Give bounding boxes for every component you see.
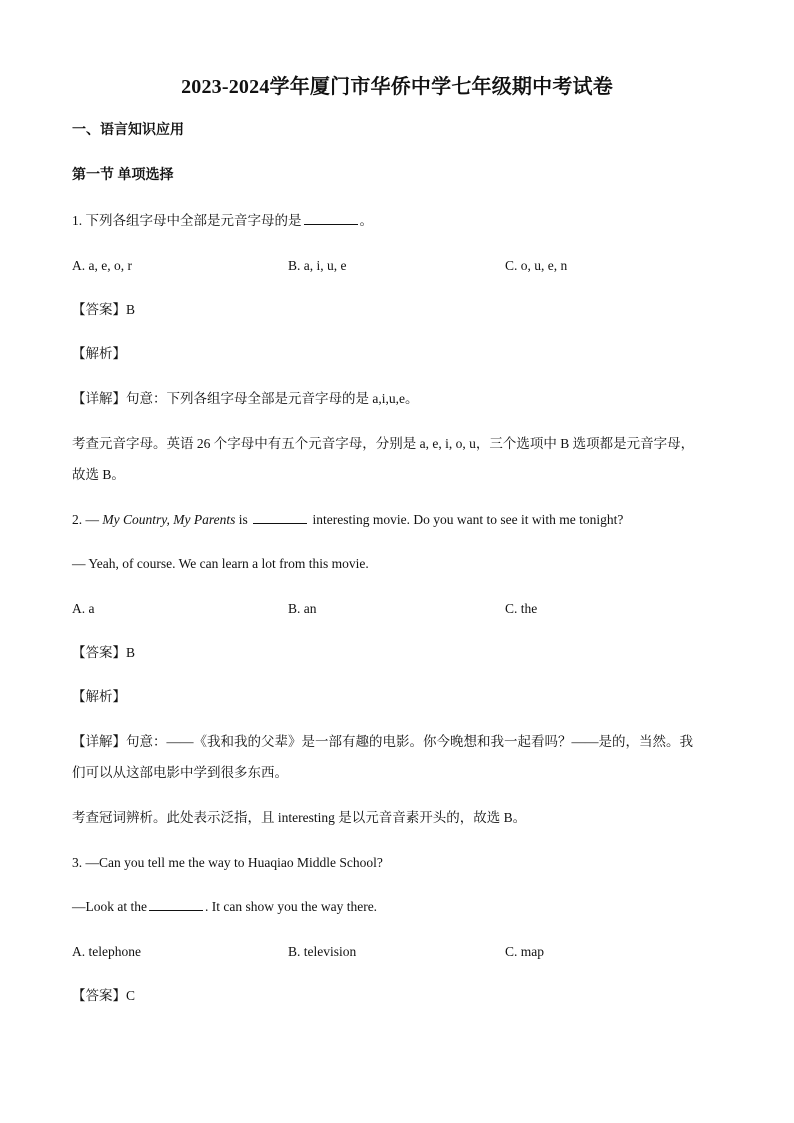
question-1-detail: 【详解】句意：下列各组字母全部是元音字母的是 a,i,u,e。: [72, 391, 419, 406]
movie-title: My Country, My Parents: [102, 512, 236, 527]
answer-blank: [149, 898, 203, 911]
question-2-analysis: 【解析】: [72, 689, 126, 704]
question-2-detail-line-2: 们可以从这部电影中学到很多东西。: [72, 765, 288, 780]
question-3-reply: [72, 898, 377, 916]
question-3-option-c: C. map: [505, 944, 544, 959]
question-1-option-a: A. a, e, o, r: [72, 258, 132, 273]
question-3-option-b: B. television: [288, 944, 357, 959]
question-2-option-a: A. a: [72, 601, 95, 616]
question-3-stem: 3. —Can you tell me the way to Huaqiao Middle School?: [72, 855, 383, 870]
question-1-explanation-line-2: 故选 B。: [72, 467, 125, 482]
question-2-verb: is: [235, 512, 248, 527]
page-title: 2023-2024学年厦门市华侨中学七年级期中考试卷: [181, 76, 613, 98]
question-2-answer: 【答案】B: [72, 645, 136, 660]
subsection-heading: 第一节 单项选择: [72, 168, 174, 183]
question-3-reply-end: . It can show you the way there.: [204, 899, 378, 914]
question-3-option-a: A. telephone: [72, 944, 141, 959]
question-1-explanation-line-1: 考查元音字母。英语 26 个字母中有五个元音字母，分别是 a, e, i, o, u，三个选项中 B 选项都是元音字母，: [72, 436, 695, 451]
question-1-option-c: C. o, u, e, n: [505, 258, 568, 273]
question-3-answer: 【答案】C: [72, 988, 136, 1003]
question-2-explanation: 考查冠词辨析。此处表示泛指，且 interesting 是以元音音素开头的，故选 B。: [72, 810, 527, 825]
question-1-analysis: 【解析】: [72, 346, 126, 361]
answer-blank: [253, 511, 307, 524]
section-heading: 一、语言知识应用: [72, 123, 184, 138]
question-2-rest: interesting movie. Do you want to see it with me tonight?: [312, 512, 624, 527]
answer-blank: [304, 212, 358, 225]
question-1-answer: 【答案】B: [72, 302, 136, 317]
question-2-detail-line-1: 【详解】句意：——《我和我的父辈》是一部有趣的电影。你今晚想和我一起看吗？——是的，当然。我: [72, 734, 693, 749]
question-1-stem: [72, 212, 373, 230]
question-1-end: 。: [359, 213, 373, 228]
question-2-number: 2. —: [72, 512, 99, 527]
question-3-reply-start: —Look at the: [72, 899, 147, 914]
question-2-reply: — Yeah, of course. We can learn a lot from this movie.: [72, 556, 369, 571]
question-2-option-b: B. an: [288, 601, 317, 616]
question-2-option-c: C. the: [505, 601, 538, 616]
question-1-text: 1. 下列各组字母中全部是元音字母的是: [72, 213, 302, 228]
question-2-stem: [72, 511, 623, 529]
question-1-option-b: B. a, i, u, e: [288, 258, 347, 273]
